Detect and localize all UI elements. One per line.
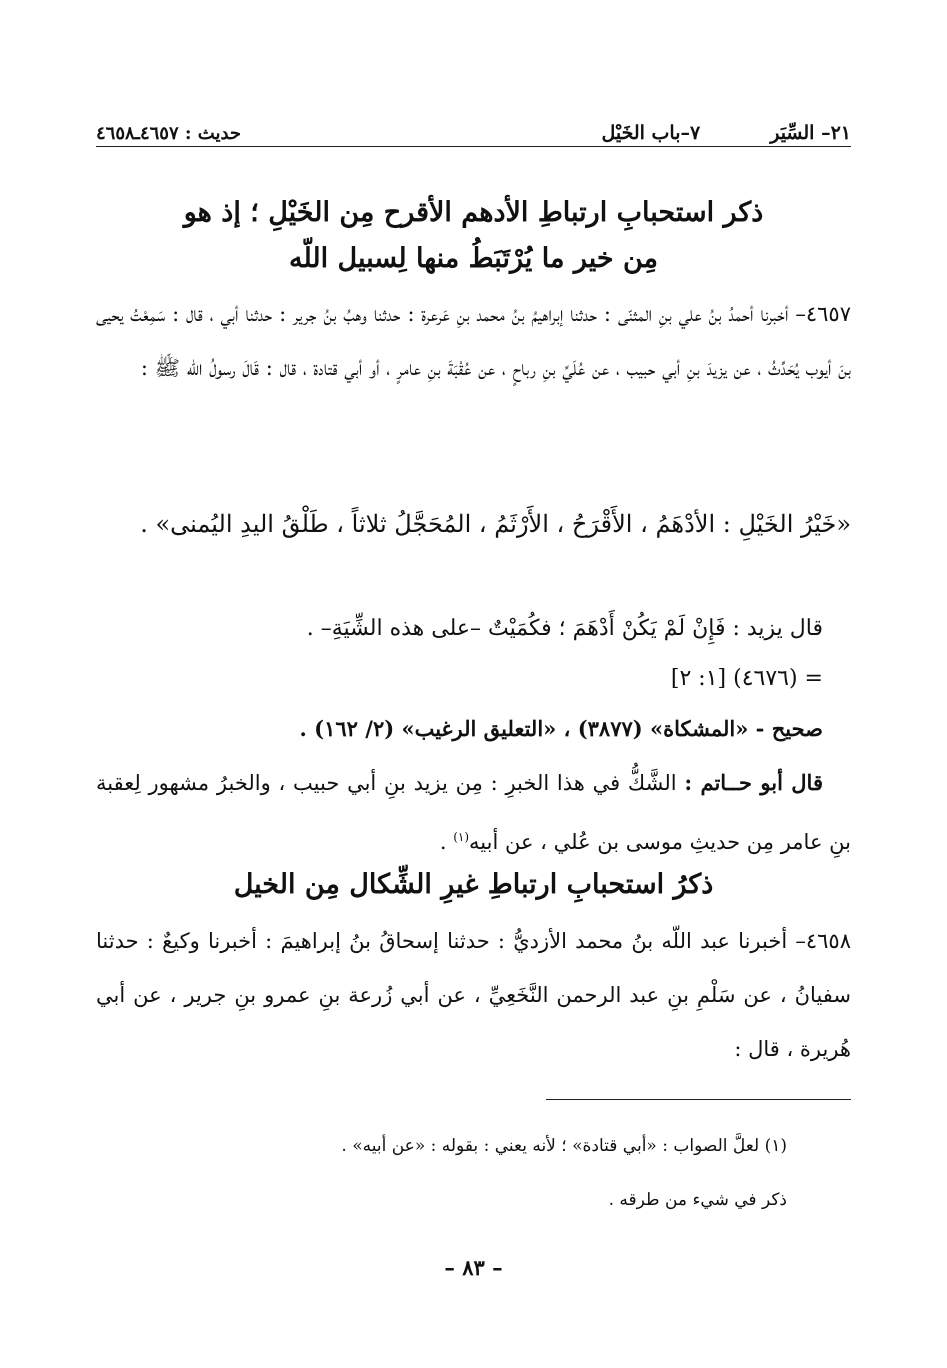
footnote-marker: (١) (453, 830, 470, 844)
page-number: – ٨٣ – (444, 1255, 503, 1280)
running-header (96, 108, 851, 144)
book-section-label: ٢١– السِّيَر (770, 122, 851, 144)
hadith-4658-isnad: ٤٦٥٨– أخبرنا عبد اللّه بنُ محمد الأزديُّ : حدثنا إسحاقُ بنُ إبراهيمَ : أخبرنا وكيعٌ : حدثنا سفيانُ ، عن سَلْمِ بنِ عبد الرحمن النَّخَعِيِّ ، عن أبي زُرعة بنِ عمرو بنِ جرير ، عن أبي هُريرة ، قال : (96, 929, 851, 1061)
section-title-1-line-2: مِن خير ما يُرْتَبَطُ منها لِسبيل اللّه (288, 243, 659, 274)
hadith-grading: صحيح - «المشكاة» (٣٨٧٧) ، «التعليق الرغيب» (٢/ ١٦٢) . (299, 716, 823, 741)
section-title-2: ذكرُ استحبابِ ارتباطِ غيرِ الشِّكال مِن الخيل (233, 869, 714, 900)
abu-hatim-comment (96, 756, 851, 869)
footnote-1: (١) لعلَّ الصواب : «أبي قتادة» ؛ لأنه يعني : بقوله : «عن أبيه» . (341, 1136, 787, 1156)
abu-hatim-text: الشَّكُّ في هذا الخبرِ : مِن يزيد بنِ أبي حبيب ، والخبرُ مشهور لِعقبة بنِ عامر مِن حديثِ موسى بن عُلي ، عن أبيه (96, 771, 851, 854)
header-divider (96, 146, 851, 147)
hadith-4657-isnad: ٤٦٥٧– أخبرنا أحمدُ بنُ علي بنِ المثنّى : حدثنا إبراهيمُ بنُ محمد بنِ عَرعرة : حدثنا وهبُ بنُ جرير : حدثنا أبي ، قال : سَمِعْتُ يحيى بنَ أيوب يُحَدِّثُ ، عن يزيدَ بنِ أبي حبيب ، عن عُلَيِّ بنِ رباحٍ ، عن عُقْبَةَ بنِ عامرٍ ، أو أبي قتادة ، قال : قَالَ رسولُ اللّه ﷺ : (96, 302, 851, 380)
yazid-note: قال يزيد : فَإِنْ لَمْ يَكُنْ أَدْهَمَ ؛ فكُمَيْتٌ –على هذه الشِّيَةِ– . (306, 616, 823, 641)
footnote-1-continuation: ذكر في شيء من طرقه . (608, 1190, 787, 1210)
abu-hatim-end: . (439, 830, 454, 854)
header-titles (601, 122, 851, 144)
hadith-4657-matn: «خَيْرُ الخَيْلِ : الأدْهَمُ ، الأَقْرَحُ ، الأَرْثَمُ ، المُحَجَّلُ ثلاثاً ، طَلْقُ اليدِ اليُمنى» . (140, 510, 851, 538)
section-title-1-line-1: ذكر استحبابِ ارتباطِ الأدهم الأقرح مِن الخَيْلِ ؛ إذ هو (183, 197, 764, 228)
footnote-divider (546, 1099, 851, 1100)
abu-hatim-label: قال أبو حــاتم : (684, 770, 823, 795)
chapter-label: ٧–باب الخَيْل (601, 122, 701, 144)
hadith-range-label: حديث : ٤٦٥٧ـ٤٦٥٨ (96, 123, 242, 144)
section-title-1 (96, 190, 851, 282)
cross-reference: = (٤٦٧٦) [١: ٢] (670, 666, 823, 691)
